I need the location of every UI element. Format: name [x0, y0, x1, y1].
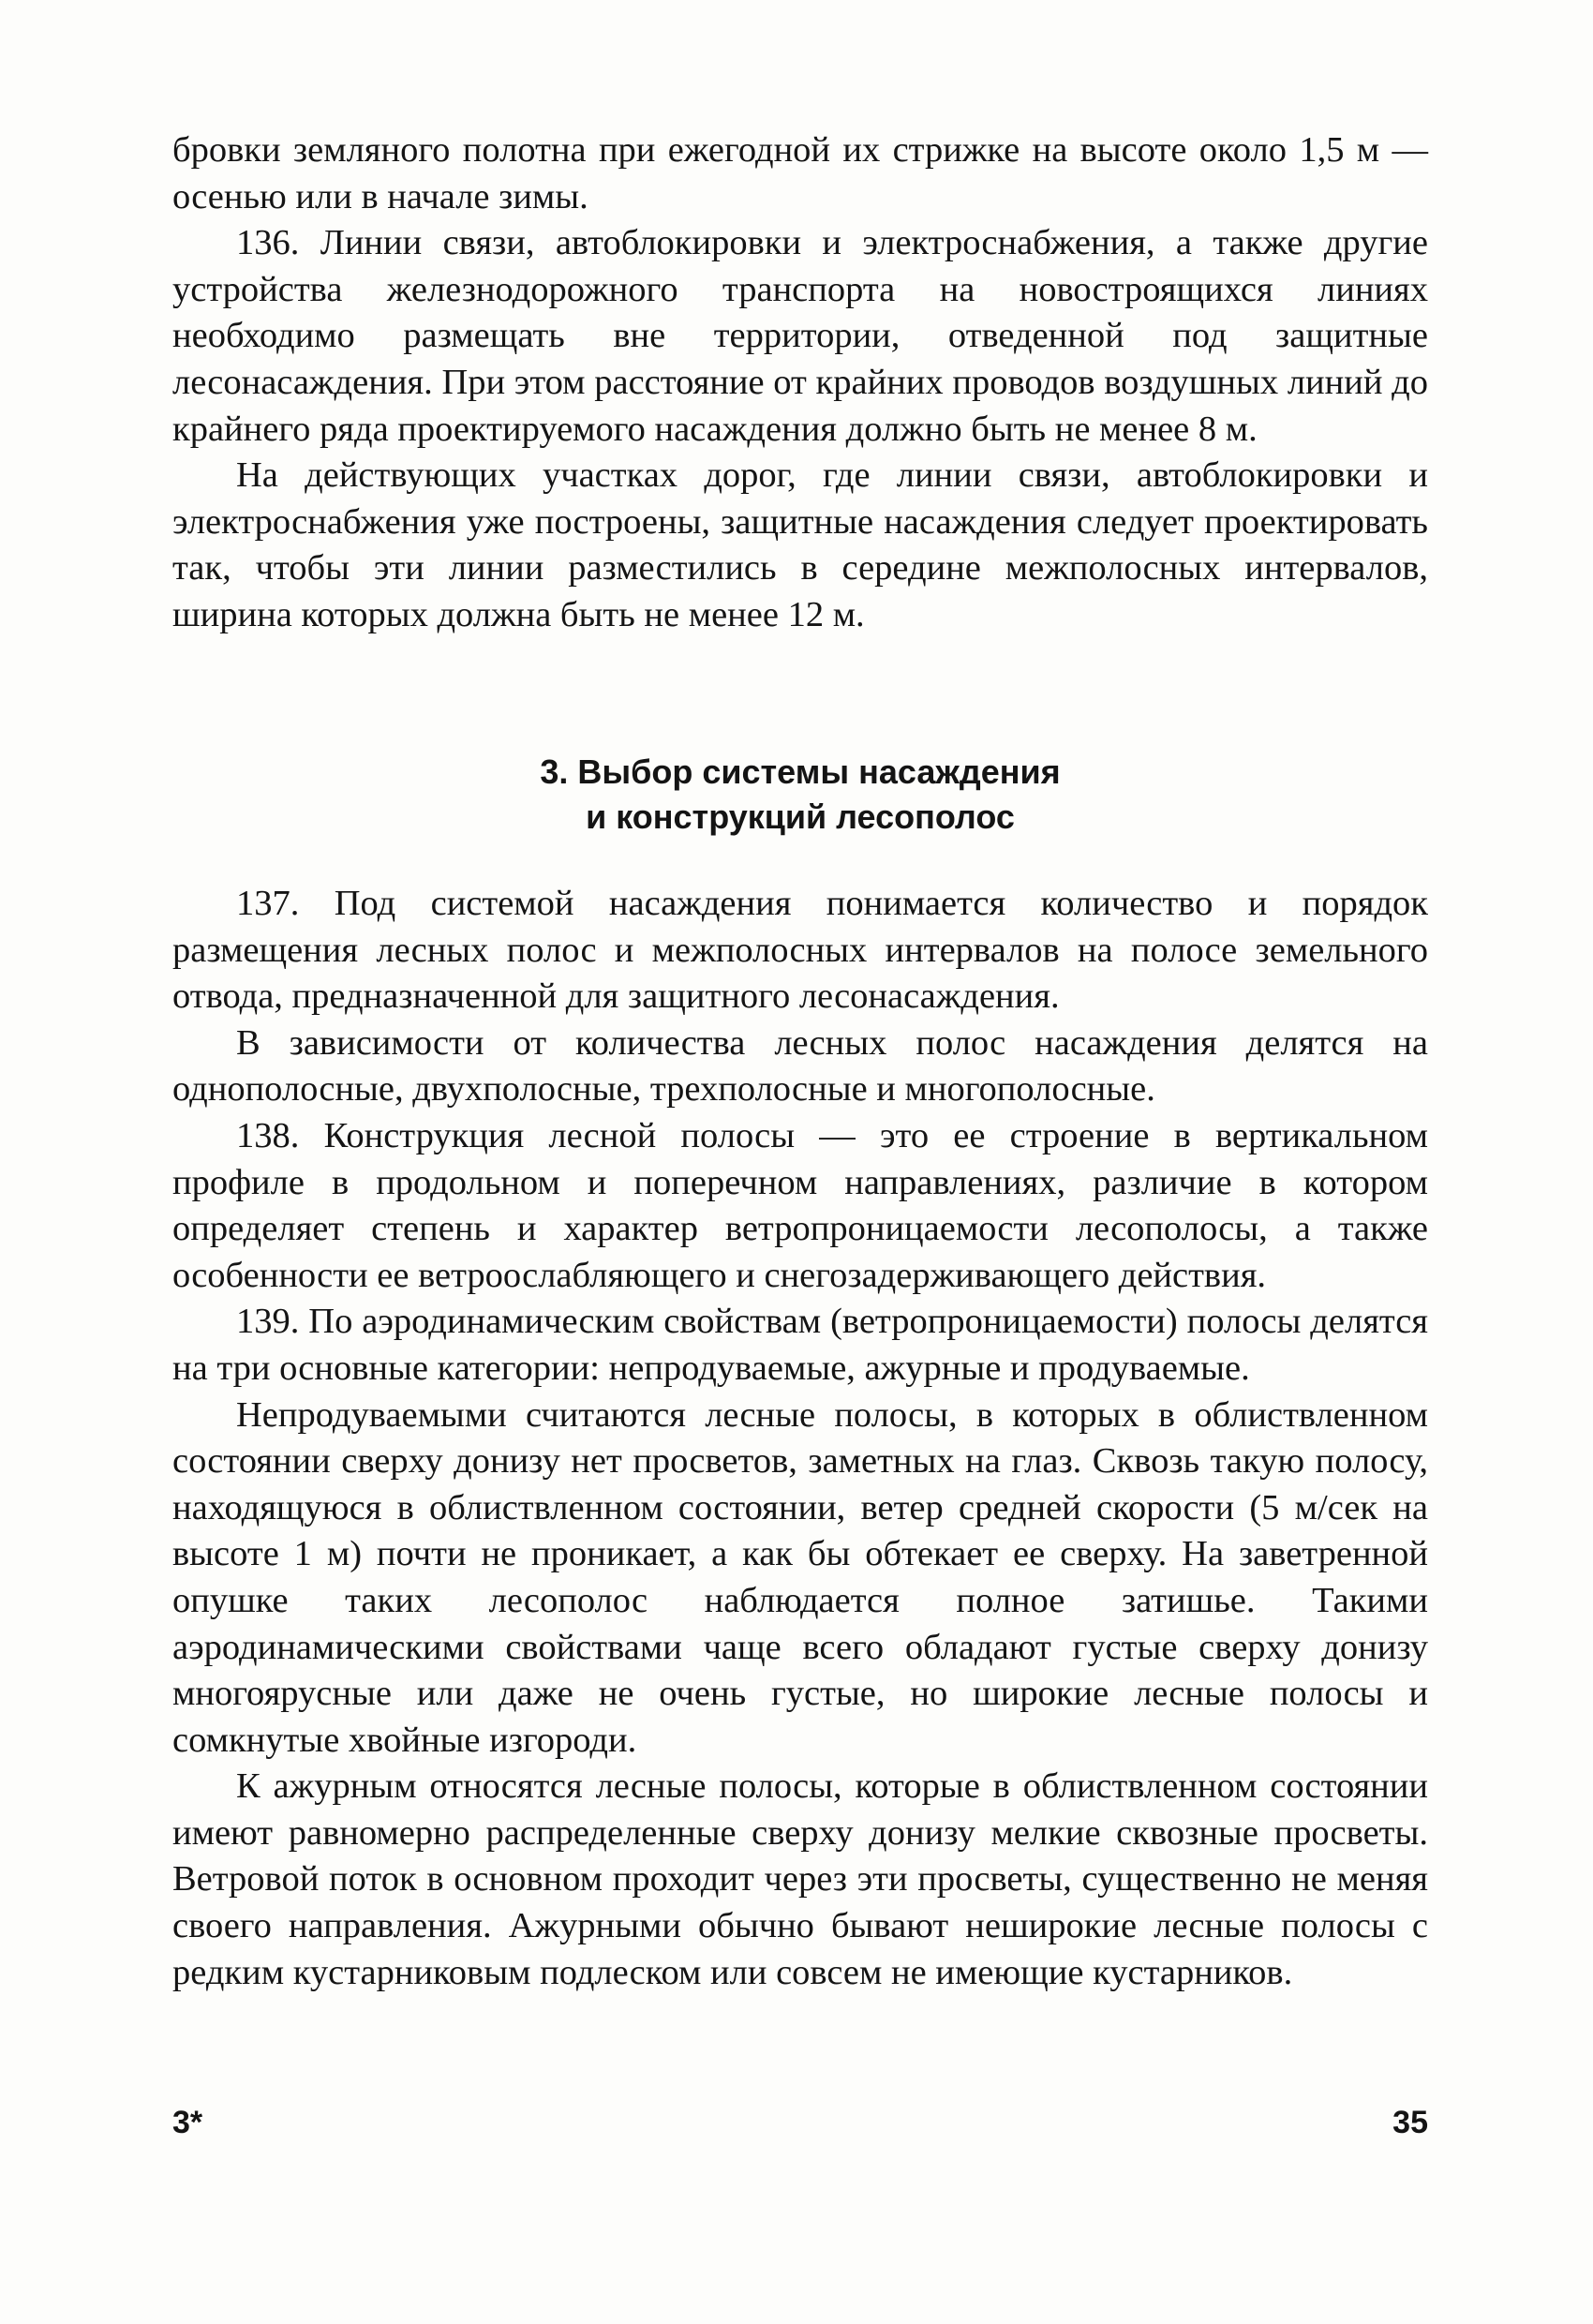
paragraph-137-types: В зависимости от количества лесных полос насаждения делятся на однополосные, двухполосные, трехполосные и многополосные.	[172, 1022, 1428, 1110]
paragraph-continuation: бровки земляного полотна при ежегодной их стрижке на высоте около 1,5 м — осенью или в начале зимы.	[172, 130, 1428, 216]
page-footer	[172, 2099, 1428, 2146]
page-number: 35	[1392, 2105, 1428, 2140]
paragraph-non-blown: Непродуваемыми считаются лесные полосы, в которых в облиствленном состоянии сверху донизу нет просветов, заметных на глаз. Сквозь такую полосу, находящуюся в облиствленном состоянии, ветер средней скорости (5 м/сек на высоте 1 м) почти не проникает, а как бы обтекает ее сверху. На заветренной опушке таких лесополос наблюдается полное затишье. Такими аэродинамическими свойствами чаще всего обладают густые сверху донизу многоярусные или даже не очень густые, но широкие лесные полосы и сомкнутые хвойные изгороди.	[172, 1394, 1428, 1760]
text-block-top	[172, 127, 1428, 639]
text-block-bottom	[172, 881, 1428, 1996]
section-heading-line2: и конструкций лесополос	[586, 797, 1015, 836]
paragraph-openwork: К ажурным относятся лесные полосы, которые в облиствленном состоянии имеют равномерно распределенные сверху донизу мелкие сквозные просветы. Ветровой поток в основном проходит через эти просветы, существенно не меняя своего направления. Ажурными обычно бывают неширокие лесные полосы с редким кустарниковым подлеском или совсем не имеющие кустарников.	[172, 1766, 1428, 1992]
section-heading-line1: 3. Выбор системы насаждения	[540, 752, 1061, 791]
paragraph-139: 139. По аэродинамическим свойствам (ветропроницаемости) полосы делятся на три основные категории: непродуваемые, ажурные и продуваемые.	[172, 1302, 1428, 1388]
section-heading	[172, 750, 1428, 840]
paragraph-137: 137. Под системой насаждения понимается количество и порядок размещения лесных полос и межполосных интервалов на полосе земельного отвода, предназначенной для защитного лесонасаждения.	[172, 884, 1428, 1017]
paragraph-136-existing-roads: На действующих участках дорог, где линии связи, автоблокировки и электроснабжения уже построены, защитные насаждения следует проектировать так, чтобы эти линии разместились в середине межполосных интервалов, ширина которых должна быть не менее 12 м.	[172, 455, 1428, 634]
paragraph-136: 136. Линии связи, автоблокировки и электроснабжения, а также другие устройства железнодорожного транспорта на новостроящихся линиях необходимо размещать вне территории, отведенной под защитные лесонасаждения. При этом расстояние от крайних проводов воздушных линий до крайнего ряда проектируемого насаждения должно быть не менее 8 м.	[172, 223, 1428, 449]
paragraph-138: 138. Конструкция лесной полосы — это ее строение в вертикальном профиле в продольном и поперечном направлениях, различие в котором определяет степень и характер ветропроницаемости лесополосы, а также особенности ее ветроослабляющего и снегозадерживающего действия.	[172, 1115, 1428, 1295]
signature-mark: 3*	[172, 2105, 203, 2140]
